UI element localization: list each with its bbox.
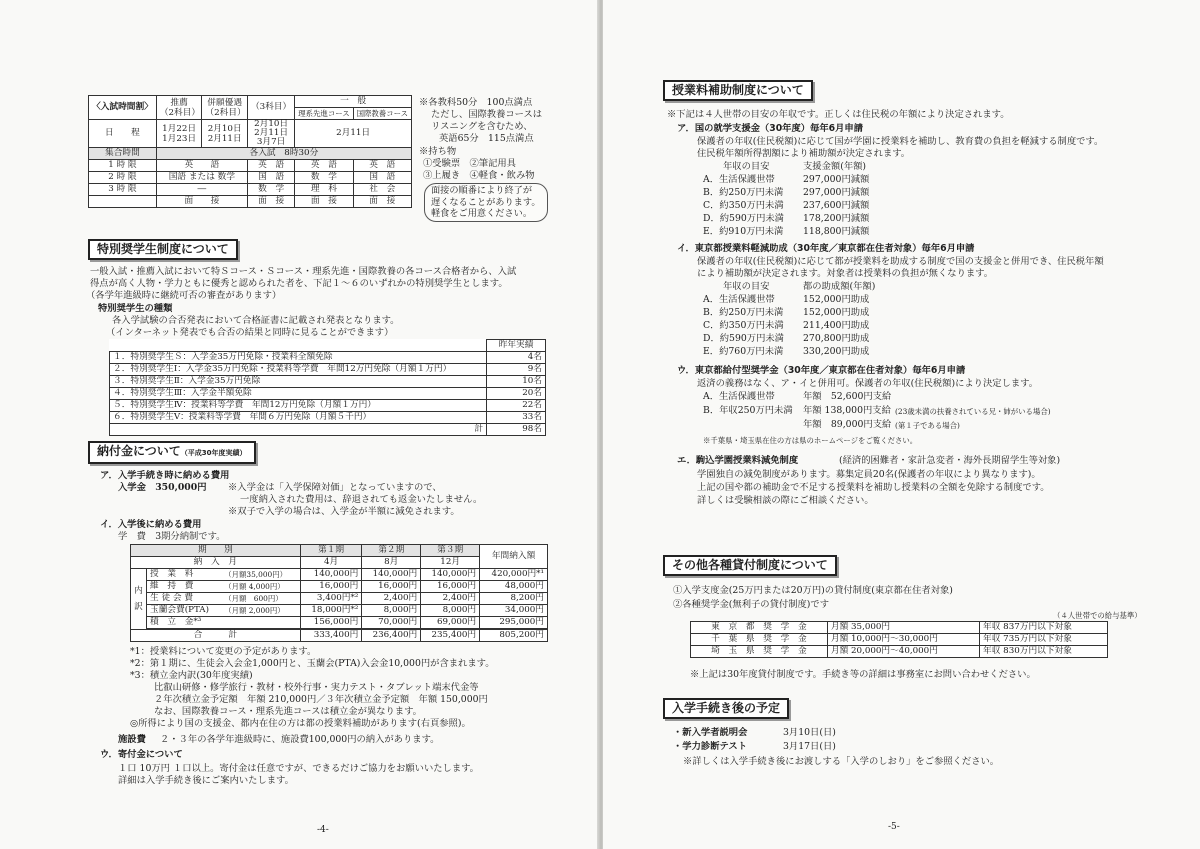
scholarship-amount: 年額 89,000円支給 <box>803 419 892 430</box>
schedule-cell: 国 語 <box>247 172 294 184</box>
schedule-cell: 理 科 <box>295 184 353 196</box>
schedule-cell: 1月22日 1月23日 <box>156 120 202 148</box>
after-note: ※詳しくは入学手続き後にお渡しする「入学のしおり」をご参照ください。 <box>683 756 1000 767</box>
page-number: -4- <box>317 825 329 835</box>
page-5 <box>603 0 1200 849</box>
after-item: ・新入学者説明会 <box>673 727 748 738</box>
scholarship-intro: （各学年進級時に継続可否の審査があります） <box>86 290 282 301</box>
tuition-intro: ※下記は４人世帯の目安の年収です。正しくは住民税の年額により決定されます。 <box>667 109 1010 120</box>
page-number: -5- <box>888 822 900 832</box>
fees-sum: 235,400円 <box>421 629 480 642</box>
schedule-cell: 1 時 限 <box>89 160 157 172</box>
scholarship-amount: 年額 52,600円支給 <box>803 391 892 402</box>
donation-text: １口 10万円 １口以上。寄付金は任意ですが、できるだけご協力をお願いいたします。 <box>118 763 479 774</box>
fees-head: 第３期 <box>421 545 480 557</box>
tuition-u-text: 返済の義務はなく、ア・イと併用可。保護者の年収(住民税額)により決定します。 <box>697 378 1039 389</box>
schedule-cell: ― <box>156 184 247 196</box>
income-tier: D．約590万円未満 <box>703 333 784 344</box>
support-amount: 297,000円減額 <box>803 187 870 198</box>
tuition-e-text: 上記の国や都の補助金で不足する授業料を補助し授業料の全額を免除する制度です。 <box>697 482 1050 493</box>
scholarship-kinds-text: （インターネット発表でも合否の結果と同時に見ることができます） <box>106 327 394 338</box>
income-tier: B．約250万円未満 <box>703 187 784 198</box>
fees-sum: 333,400円 <box>300 629 362 642</box>
fee-value: 16,000円 <box>421 581 480 593</box>
grant-amount: 211,400円助成 <box>803 320 870 331</box>
schedule-cell: 数 学 <box>247 184 294 196</box>
schedule-head: 一 般 <box>295 96 412 108</box>
fees-head: 第１期 <box>300 545 362 557</box>
schedule-cell: 面 接 <box>247 196 294 208</box>
tuition-u-title: ウ．東京都給付型奨学金（30年度／東京都在住者対象）毎年6月申請 <box>677 365 966 376</box>
income-tier: B．約250万円未満 <box>703 307 784 318</box>
fees-sum: 236,400円 <box>362 629 421 642</box>
scholar-count: 20名 <box>487 388 546 400</box>
breakdown-char: 内 <box>134 585 143 596</box>
bubble-line: 面接の順番により終了が <box>431 185 533 196</box>
support-amount: 178,200円減額 <box>803 213 870 224</box>
scholarship-table <box>109 339 546 436</box>
income-tier: A．生活保護世帯 <box>703 174 775 185</box>
after-heading: 入学手続き後の予定 <box>663 698 789 719</box>
tuition-i-text: により補助額が決定されます。対象者は授業料の負担が無くなります。 <box>697 268 994 279</box>
scholar-count: 9名 <box>487 364 546 376</box>
exam-schedule-table <box>88 95 412 208</box>
income-tier: B．年収250万円未満 <box>703 405 793 416</box>
scholarship-heading: 特別奨学生制度について <box>88 239 238 260</box>
grant-amount: 152,000円助成 <box>803 294 870 305</box>
schedule-cell: 面 接 <box>353 196 411 208</box>
fee-value: 2,400円 <box>362 593 421 605</box>
fee-item: 玉蘭会費(PTA) <box>147 605 222 617</box>
fees-u-title: ウ．寄付金について <box>100 749 183 760</box>
tuition-i-title: イ．東京都授業料軽減助成（30年度／東京都在住者対象）毎年6月申請 <box>677 243 975 254</box>
tuition-i-text: 保護者の年収(住民税額)に応じて都が授業料を助成する制度で国の支援金と併用でき、住民税年額 <box>697 256 1104 267</box>
income-head: 年収の目安 <box>723 161 770 172</box>
schedule-cell <box>89 196 157 208</box>
loan-amount: 月額 20,000円～40,000円 <box>827 646 979 658</box>
schedule-cell: 3 時 限 <box>89 184 157 196</box>
exam-note: ※持ち物 <box>419 146 457 157</box>
fees-head: 期 別 <box>131 545 301 557</box>
income-tier: E．約760万円未満 <box>703 346 784 357</box>
fee-value: 8,000円 <box>362 605 421 617</box>
schedule-head: （3科目） <box>247 96 294 120</box>
fee-monthly <box>221 617 300 630</box>
tuition-e-text: 詳しくは受験相談の際にご相談ください。 <box>697 495 874 506</box>
grant-amount: 152,000円助成 <box>803 307 870 318</box>
amount-head: 都の助成額(年額) <box>803 281 876 292</box>
fees-note: ２年次積立金予定額 年額 210,000円／３年次積立金予定額 年額 150,000円 <box>154 694 488 705</box>
grant-amount: 270,800円助成 <box>803 333 870 344</box>
exam-note: リスニングを含むため、 <box>431 121 533 132</box>
schedule-cell: 英 語 <box>295 160 353 172</box>
breakdown-char: 訳 <box>134 601 143 612</box>
fee-monthly: （月額 600円） <box>221 593 300 605</box>
fees-note: *3：積立金内訳(30年度実績) <box>130 670 253 681</box>
schedule-cell: 2月11日 <box>295 120 412 148</box>
fee-annual: 420,000円*¹ <box>480 569 548 581</box>
schedule-cell: 英 語 <box>247 160 294 172</box>
scholar-count: 33名 <box>487 412 546 424</box>
exam-note: ③上履き ④軽食・飲み物 <box>423 170 535 181</box>
income-tier: D．約590万円未満 <box>703 213 784 224</box>
lunch-bubble <box>424 183 548 222</box>
scholarship-intro: 一般入試・推薦入試において特Ｓコース・Ｓコース・理系先進・国際教養の各コース合格者から、入試 <box>90 266 517 277</box>
schedule-head: 併願優遇 （2科目） <box>202 96 248 120</box>
grant-amount: 330,200円助成 <box>803 346 870 357</box>
scholar-type: ３．特別奨学生Ⅱ：入学金35万円免除 <box>110 376 487 388</box>
support-amount: 118,800円減額 <box>803 226 870 237</box>
scholar-type: ２．特別奨学生Ⅰ：入学金35万円免除・授業料等学費 年間12万円免除（月額１万円） <box>110 364 487 376</box>
entrance-fee: 入学金 350,000円 <box>118 482 207 493</box>
schedule-cell: 社 会 <box>353 184 411 196</box>
fee-item: 維 持 費 <box>147 581 222 593</box>
loan-limit: 年収 830万円以下対象 <box>980 646 1108 658</box>
tuition-e-title: エ．駒込学園授業料減免制度 <box>677 455 799 466</box>
scholar-count: 22名 <box>487 400 546 412</box>
last-year-head: 昨年実績 <box>487 340 546 352</box>
exam-note: ※各教科50分 100点満点 <box>419 97 533 108</box>
fees-note: *1：授業料について変更の予定があります。 <box>130 646 317 657</box>
fee-value: 2,400円 <box>421 593 480 605</box>
tuition-e-title2: (経済的困難者・家計急変者・海外長期留学生等対象) <box>839 455 1061 466</box>
fee-annual: 34,000円 <box>480 605 548 617</box>
fees-note: 比叡山研修・修学旅行・教材・校外行事・実力テスト・タブレット端末代金等 <box>154 682 479 693</box>
fee-value: 3,400円*² <box>300 593 362 605</box>
schedule-head: 推薦 （2科目） <box>156 96 202 120</box>
loan-limit: 年収 735万円以下対象 <box>980 634 1108 646</box>
loan-amount: 月額 35,000円 <box>827 622 979 634</box>
fees-heading-sub: （平成30年度実績） <box>180 449 247 457</box>
fee-value: 8,000円 <box>421 605 480 617</box>
fees-i-sub: 学 費 3期分納制です。 <box>118 531 226 542</box>
fees-month: 12月 <box>421 557 480 569</box>
loan-item: ②各種奨学金(無利子の貸付制度)です <box>673 599 830 610</box>
after-item: ・学力診断テスト <box>673 741 748 752</box>
fees-i-title: イ．入学後に納める費用 <box>100 519 202 530</box>
income-tier: C．約350万円未満 <box>703 320 784 331</box>
schedule-cell: 各入試 8時30分 <box>156 148 411 160</box>
income-tier: A．生活保護世帯 <box>703 391 775 402</box>
income-tier: C．約350万円未満 <box>703 200 784 211</box>
scholar-type: ５．特別奨学生Ⅳ：授業料等学費 年間12万円免除（月額１万円） <box>110 400 487 412</box>
fee-item: 授 業 料 <box>147 569 222 581</box>
schedule-cell: 国語 または 数学 <box>156 172 247 184</box>
facility-text: ２・３年の各学年進級時に、施設費100,000円の納入があります。 <box>160 734 440 745</box>
entrance-note: ※入学金は「入学保障対価」となっていますので、 <box>228 482 442 493</box>
scholarship-kinds-text: 各入学試験の合否発表において合格証書に記載され発表となります。 <box>112 315 400 326</box>
schedule-cell: 2 時 限 <box>89 172 157 184</box>
fees-head: 年間納入額 <box>480 545 548 569</box>
scholarship-intro: 得点が高く人物・学力ともに優秀と認められた者を、下記１～６のいずれかの特別奨学生とします。 <box>90 278 508 289</box>
fee-annual: 8,200円 <box>480 593 548 605</box>
exam-note: ①受験票 ②筆記用具 <box>423 158 516 169</box>
loan-name: 東 京 都 奨 学 金 <box>691 622 828 634</box>
amount-head: 支援金額(年額) <box>803 161 867 172</box>
schedule-cell: 面 接 <box>156 196 247 208</box>
tuition-heading: 授業料補助制度について <box>663 80 813 101</box>
fee-item: 生 徒 会 費 <box>147 593 222 605</box>
schedule-cell: 英 語 <box>353 160 411 172</box>
after-date: 3月17日(日) <box>783 741 836 752</box>
fees-breakdown-label <box>131 569 147 630</box>
fee-value: 16,000円 <box>362 581 421 593</box>
fees-month-label: 納 入 月 <box>131 557 301 569</box>
loans-note: ※上記は30年度貸付制度です。手続き等の詳細は事務室にお問い合わせください。 <box>690 669 1036 680</box>
schedule-cell: 集合時間 <box>89 148 157 160</box>
loan-table-note: （４人世帯での給与基準） <box>1053 611 1142 620</box>
schedule-cell: 面 接 <box>295 196 353 208</box>
facility-label: 施設費 <box>118 734 146 745</box>
fee-value: 140,000円 <box>300 569 362 581</box>
tuition-a-title: ア．国の就学支援金（30年度）毎年6月申請 <box>677 123 864 134</box>
schedule-head: 〈入試時間割〉 <box>89 96 157 120</box>
loan-name: 千 葉 県 奨 学 金 <box>691 634 828 646</box>
schedule-cell: 数 学 <box>295 172 353 184</box>
fees-head: 第２期 <box>362 545 421 557</box>
fees-note: なお、国際教養コース・理系先進コースは積立金が異なります。 <box>154 706 422 717</box>
tuition-e-text: 学園独自の減免制度があります。募集定員20名(保護者の年収により異なります)。 <box>697 469 1041 480</box>
fee-monthly: （月額 4,000円） <box>221 581 300 593</box>
tuition-u-note: ※千葉県・埼玉県在住の方は県のホームページをご覧ください。 <box>703 436 918 445</box>
scholar-type: １．特別奨学生Ｓ：入学金35万円免除・授業料全額免除 <box>110 352 487 364</box>
fees-month: 8月 <box>362 557 421 569</box>
fees-note: ◎所得により国の支援金、都内在住の方は都の授業料補助があります(右頁参照)。 <box>130 718 471 729</box>
fees-heading <box>88 441 256 464</box>
tuition-a-text: 保護者の年収(住民税額)に応じて国が学園に授業料を補助し、教育費の負担を軽減する制度です。 <box>697 136 1104 147</box>
fee-value: 69,000円 <box>421 617 480 630</box>
scholarship-condition: (23歳未満の扶養されている兄・姉がいる場合) <box>895 407 1051 416</box>
loan-item: ①入学支度金(25万円または20万円)の貸付制度(東京都在住者対象) <box>673 585 953 596</box>
scholar-count: 10名 <box>487 376 546 388</box>
scholar-total: 98名 <box>487 424 546 436</box>
blank-cell <box>110 340 487 352</box>
bubble-line: 軽食をご用意ください。 <box>431 208 533 219</box>
after-date: 3月10日(日) <box>783 727 836 738</box>
loan-table <box>690 621 1108 658</box>
fee-value: 16,000円 <box>300 581 362 593</box>
fees-month: 4月 <box>300 557 362 569</box>
schedule-head: 理系先進コース <box>295 108 353 120</box>
scholar-total-label: 計 <box>110 424 487 436</box>
fee-value: 140,000円 <box>421 569 480 581</box>
loan-amount: 月額 10,000円～30,000円 <box>827 634 979 646</box>
page-4 <box>0 0 598 849</box>
bubble-line: 遅くなることがあります。 <box>431 196 541 208</box>
fee-value: 140,000円 <box>362 569 421 581</box>
tuition-a-text: 住民税年額所得割額により補助額が決定されます。 <box>697 148 911 159</box>
fee-value: 18,000円*² <box>300 605 362 617</box>
schedule-cell: 英 語 <box>156 160 247 172</box>
entrance-note: 一度納入された費用は、辞退されても返金いたしません。 <box>240 494 483 505</box>
fees-note: *2：第１期に、生徒会入会金1,000円と、玉蘭会(PTA)入会金10,000円が含まれます。 <box>130 658 495 669</box>
exam-note: 英語65分 115点満点 <box>439 133 534 144</box>
loans-heading: その他各種貸付制度について <box>663 555 837 576</box>
schedule-cell: 2月10日 2月11日 3月7日 <box>247 120 294 148</box>
support-amount: 237,600円減額 <box>803 200 870 211</box>
fees-sum: 805,200円 <box>480 629 548 642</box>
schedule-cell: 日 程 <box>89 120 157 148</box>
fee-monthly: （月額 2,000円） <box>221 605 300 617</box>
scholarship-kinds-label: 特別奨学生の種類 <box>98 303 173 314</box>
entrance-note: ※双子で入学の場合は、入学金が半額に減免されます。 <box>228 506 460 517</box>
income-tier: E．約910万円未満 <box>703 226 784 237</box>
schedule-head: 国際教養コース <box>353 108 411 120</box>
fee-annual: 295,000円 <box>480 617 548 630</box>
loan-name: 埼 玉 県 奨 学 金 <box>691 646 828 658</box>
exam-note: ただし、国際教養コースは <box>431 109 543 120</box>
fee-value: 70,000円 <box>362 617 421 630</box>
schedule-cell: 2月10日 2月11日 <box>202 120 248 148</box>
scholar-type: ６．特別奨学生Ⅴ：授業料等学費 年間６万円免除（月額５千円） <box>110 412 487 424</box>
support-amount: 297,000円減額 <box>803 174 870 185</box>
fee-item: 積 立 金*³ <box>147 617 222 630</box>
scholar-count: 4名 <box>487 352 546 364</box>
fee-annual: 48,000円 <box>480 581 548 593</box>
loan-limit: 年収 837万円以下対象 <box>980 622 1108 634</box>
fees-sum-label: 合 計 <box>131 629 301 642</box>
fees-heading-text: 納付金について <box>97 444 181 458</box>
donation-text: 詳細は入学手続き後にご案内いたします。 <box>118 775 294 786</box>
income-head: 年収の目安 <box>723 281 770 292</box>
fees-table <box>130 544 548 642</box>
scholar-type: ４．特別奨学生Ⅲ：入学金半額免除 <box>110 388 487 400</box>
schedule-cell: 国 語 <box>353 172 411 184</box>
fee-value: 156,000円 <box>300 617 362 630</box>
income-tier: A．生活保護世帯 <box>703 294 775 305</box>
fee-monthly: （月額35,000円） <box>221 569 300 581</box>
scholarship-amount: 年額 138,000円支給 <box>803 405 891 416</box>
scholarship-condition: (第１子である場合) <box>895 421 960 430</box>
fees-a-title: ア．入学手続き時に納める費用 <box>100 470 230 481</box>
